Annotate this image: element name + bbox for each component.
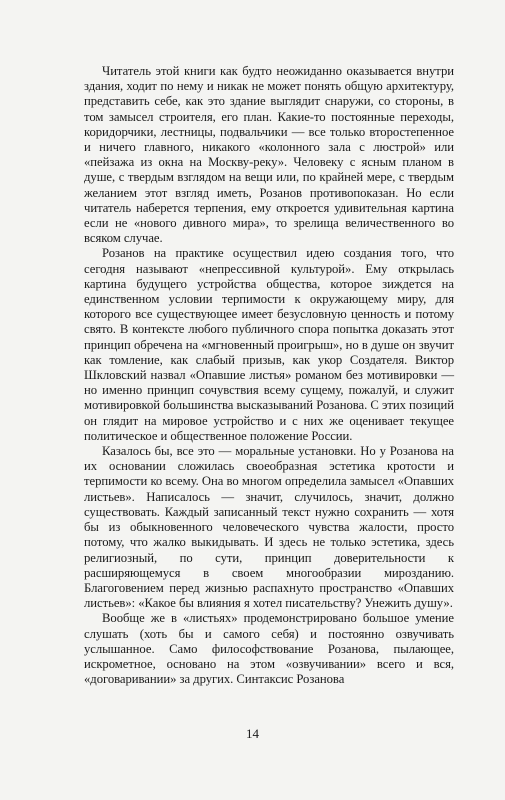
paragraph-4: Вообще же в «листьях» продемонстрировано большое умение слушать (хоть бы и самого себя) и постоянно озвучивать услышанное. Само философствование Розанова, пылающее, искрометное, основано на этом «озвучивании» всего и вся, «договаривании» за других. Синтаксис Розанова [84,611,454,687]
body-text [84,64,454,687]
paragraph-3: Казалось бы, все это — моральные установки. Но у Розанова на их основании сложилась своеобразная эстетика кротости и терпимости ко всему. Она во многом определила замысел «Опавших листьев». Написалось — значит, случилось, значит, должно существовать. Каждый записанный текст нужно сохранить — хотя бы из обыкновенного человеческого чувства жалости, просто потому, что жалко выкидывать. И здесь не только эстетика, здесь религиозный, по сути, принцип доверительности к расширяющемуся в своем многообразии мирозданию. Благоговением перед жизнью распахнуто пространство «Опавших листьев»: «Какое бы влияния я хотел писательству? Унежить душу». [84,444,454,611]
paragraph-1: Читатель этой книги как будто неожиданно оказывается внутри здания, ходит по нему и никак не может понять общую архитектуру, представить себе, как это здание выглядит снаружи, со стороны, в том замысел строителя, его план. Какие-то постоянные переходы, коридорчики, лестницы, подвальчики — все только второстепенное и ничего главного, никакого «колонного зала с люстрой» или «пейзажа из окна на Москву-реку». Человеку с ясным планом в душе, с твердым взглядом на вещи или, по крайней мере, с твердым желанием этот взгляд иметь, Розанов противопоказан. Но если читатель наберется терпения, ему откроется удивительная картина если не «нового дивного мира», то зрелища величественного во всяком случае. [84,64,454,246]
page-number: 14 [246,726,259,741]
paragraph-2: Розанов на практике осуществил идею создания того, что сегодня называют «непрессивной культурой». Ему открылась картина будущего устройства общества, которое зиждется на единственном условии терпимости к окружающему миру, для которого все существующее имеет безусловную ценность и потому свято. В контексте любого публичного спора попытка доказать этот принцип обречена на «мгновенный проигрыш», но в душе он звучит как томление, как слабый призыв, как укор Создателя. Виктор Шкловский назвал «Опавшие листья» романом без мотивировки — но именно принцип сочувствия всему сущему, пожалуй, и служит мотивировкой большинства высказываний Розанова. С этих позиций он глядит на мировое устройство и с них же оценивает текущее политическое и общественное положение России. [84,246,454,443]
